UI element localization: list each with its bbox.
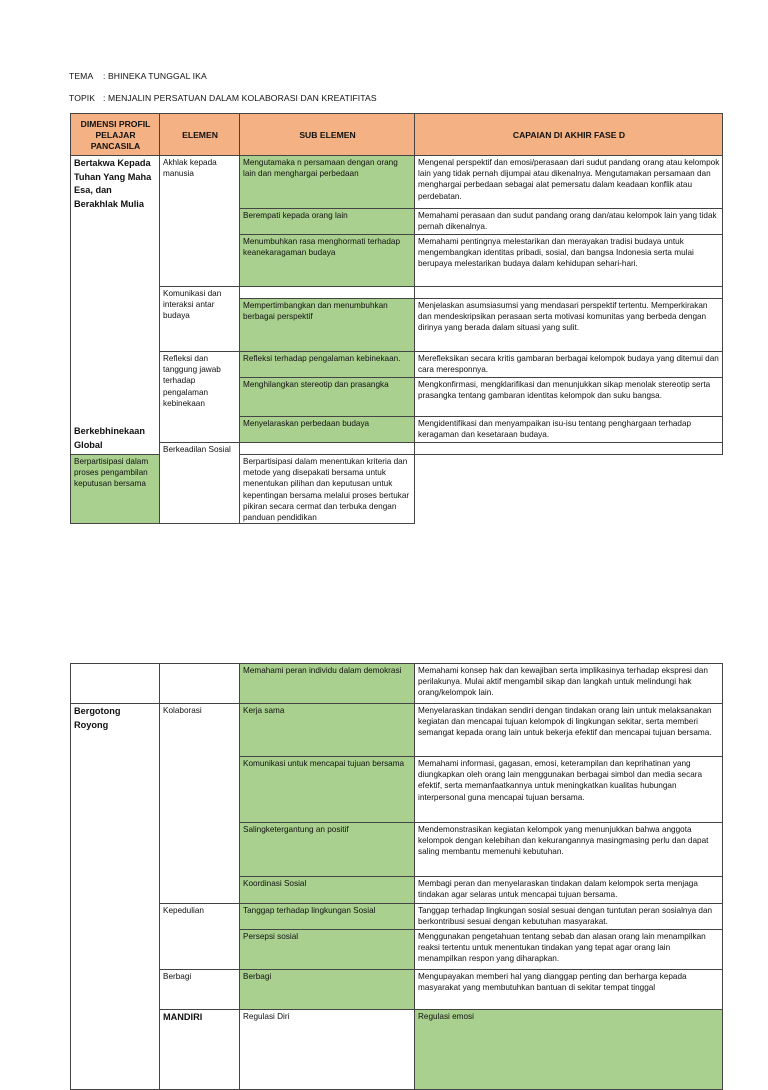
sub-elemen-cell: Koordinasi Sosial: [240, 877, 415, 904]
sub-elemen-cell: Komunikasi untuk mencapai tujuan bersama: [240, 757, 415, 823]
elemen-regulasi: Regulasi Diri: [240, 1010, 415, 1090]
tema-label: TEMA: [69, 71, 94, 81]
profil-table-2: [70, 663, 723, 1090]
capaian-cell: Mengkonfirmasi, mengklarifikasi dan menunjukkan sikap menolak stereotip serta prasangka tentang gambaran identitas kelompok dan suku bangsa.: [415, 378, 723, 417]
sub-elemen-cell: Kerja sama: [240, 704, 415, 757]
header-sub-elemen: SUB ELEMEN: [240, 114, 415, 156]
sub-elemen-cell: Menumbuhkan rasa menghormati terhadap keanekaragaman budaya: [240, 235, 415, 287]
sub-elemen-cell: [240, 287, 415, 299]
sub-elemen-cell: Tanggap terhadap lingkungan Sosial: [240, 904, 415, 930]
capaian-cell: [415, 443, 723, 455]
tema-value: : BHINEKA TUNGGAL IKA: [103, 71, 207, 81]
dimensi-berkebhinekaan: Berkebhinekaan Global: [74, 426, 145, 450]
capaian-cell: Menjelaskan asumsiasumsi yang mendasari perspektif tertentu. Memperkirakan dan mendeskripsikan perasaan serta motivasi komunitas yang berbeda dengan dirinya yang berada dalam situasi yang sulit.: [415, 299, 723, 352]
table-row: [71, 970, 723, 1010]
dimensi-cell: [71, 664, 160, 704]
capaian-cell: Memahami konsep hak dan kewajiban serta implikasinya terhadap ekspresi dan perilakunya. Mulai aktif mengambil sikap dan langkah untuk melindungi hak orang/kelompok lain.: [415, 664, 723, 704]
capaian-cell: Merefleksikan secara kritis gambaran berbagai kelompok budaya yang ditemui dan cara meresponnya.: [415, 352, 723, 378]
elemen-berbagi: Berbagi: [160, 970, 240, 1010]
elemen-komunikasi: Komunikasi dan interaksi antar budaya: [160, 287, 240, 352]
capaian-cell: Menggunakan pengetahuan tentang sebab dan alasan orang lain menampilkan reaksi tertentu untuk menentukan tindakan yang tepat agar orang lain menampilkan respon yang diharapkan.: [415, 930, 723, 970]
elemen-berkeadilan: Berkeadilan Sosial: [160, 443, 240, 524]
sub-elemen-cell: Refleksi terhadap pengalaman kebinekaan.: [240, 352, 415, 378]
sub-elemen-cell: Berpartisipasi dalam proses pengambilan keputusan bersama: [71, 455, 160, 524]
dimensi-mandiri: MANDIRI: [160, 1010, 240, 1090]
sub-elemen-cell: Mengutamaka n persamaan dengan orang lain dan menghargai perbedaan: [240, 156, 415, 209]
sub-elemen-cell: Menyelaraskan perbedaan budaya: [240, 417, 415, 443]
table-row: [71, 904, 723, 930]
dimensi-gotong-royong: Bergotong Royong: [71, 704, 160, 1090]
capaian-cell: Memahami pentingnya melestarikan dan merayakan tradisi budaya untuk mengembangkan identitas pribadi, sosial, dan bangsa Indonesia serta mulai berupaya melestarikan budaya dalam kehidupan sehari-hari.: [415, 235, 723, 287]
capaian-cell: Mengidentifikasi dan menyampaikan isu-isu tentang penghargaan terhadap keragaman dan kesetaraan budaya.: [415, 417, 723, 443]
elemen-refleksi: Refleksi dan tanggung jawab terhadap pengalaman kebinekaan: [160, 352, 240, 443]
capaian-cell: Memahami informasi, gagasan, emosi, keterampilan dan keprihatinan yang diungkapkan oleh orang lain menggunakan berbagai simbol dan media secara efektif, serta memanfaatkannya untuk meningkatkan kualitas hubungan interpersonal guna mencapai tujuan bersama.: [415, 757, 723, 823]
elemen-akhlak: Akhlak kepada manusia: [160, 156, 240, 287]
table-row: [71, 1010, 723, 1090]
dimensi-bertakwa: Bertakwa Kepada Tuhan Yang Maha Esa, dan Berakhlak Mulia: [74, 158, 152, 209]
profil-table-1: [70, 113, 723, 524]
header-dimensi: DIMENSI PROFIL PELAJAR PANCASILA: [71, 114, 160, 156]
sub-elemen-cell: Memahami peran individu dalam demokrasi: [240, 664, 415, 704]
table-row: [71, 156, 723, 209]
table-header-row: [71, 114, 723, 156]
table-row: [71, 352, 723, 378]
capaian-cell: Mengenal perspektif dan emosi/perasaan dari sudut pandang orang atau kelompok lain yang tidak pernah dijumpai atau dikenalnya. Mengutamakan persamaan dan menghargai perbedaan sebagai alat pemersatu dalam keadaan konflik atau perdebatan.: [415, 156, 723, 209]
sub-elemen-cell: Salingketergantung an positif: [240, 823, 415, 877]
sub-elemen-cell: Berbagi: [240, 970, 415, 1010]
capaian-cell: Membagi peran dan menyelaraskan tindakan dalam kelompok serta menjaga tindakan agar selaras untuk mencapai tujuan bersama.: [415, 877, 723, 904]
capaian-cell: [415, 287, 723, 299]
topik-line: [69, 93, 377, 103]
topik-label: TOPIK: [69, 93, 96, 103]
sub-elemen-cell: Persepsi sosial: [240, 930, 415, 970]
capaian-cell: Menyelaraskan tindakan sendiri dengan tindakan orang lain untuk melaksanakan kegiatan dan mencapai tujuan kelompok di lingkungan sekitar, serta memberi semangat kepada orang lain untuk bekerja efektif dan mencapai tujuan bersama.: [415, 704, 723, 757]
capaian-cell: Mengupayakan memberi hal yang dianggap penting dan berharga kepada masyarakat yang membutuhkan bantuan di sekitar tempat tinggal: [415, 970, 723, 1010]
table-row: [71, 443, 723, 455]
header-capaian: CAPAIAN DI AKHIR FASE D: [415, 114, 723, 156]
table-row: [71, 287, 723, 299]
topik-value: : MENJALIN PERSATUAN DALAM KOLABORASI DAN KREATIFITAS: [103, 93, 377, 103]
sub-elemen-cell: Menghilangkan stereotip dan prasangka: [240, 378, 415, 417]
capaian-cell: Memahami perasaan dan sudut pandang orang dan/atau kelompok lain yang tidak pernah dikenalnya.: [415, 209, 723, 235]
sub-elemen-cell: [240, 443, 415, 455]
capaian-cell: Mendemonstrasikan kegiatan kelompok yang menunjukkan bahwa anggota kelompok dengan kelebihan dan kekurangannya masingmasing perlu dan dapat saling membantu memenuhi kebutuhan.: [415, 823, 723, 877]
table-row: [71, 704, 723, 757]
dimensi-cell: [71, 156, 160, 455]
sub-elemen-cell: Berempati kepada orang lain: [240, 209, 415, 235]
capaian-cell: Berpartisipasi dalam menentukan kriteria dan metode yang disepakati bersama untuk menentukan pilihan dan keputusan untuk kepentingan bersama melalui proses bertukar pikiran secara cermat dan terbuka dengan panduan pendidikan: [240, 455, 415, 524]
elemen-cell: [160, 664, 240, 704]
sub-elemen-cell: Regulasi emosi: [415, 1010, 723, 1090]
capaian-cell: Tanggap terhadap lingkungan sosial sesuai dengan tuntutan peran sosialnya dan berkontribusi sesuai dengan kebutuhan masyarakat.: [415, 904, 723, 930]
elemen-kepedulian: Kepedulian: [160, 904, 240, 970]
sub-elemen-cell: Mempertimbangkan dan menumbuhkan berbagai perspektif: [240, 299, 415, 352]
header-elemen: ELEMEN: [160, 114, 240, 156]
table-row: [71, 664, 723, 704]
elemen-kolaborasi: Kolaborasi: [160, 704, 240, 904]
tema-line: [69, 71, 207, 81]
